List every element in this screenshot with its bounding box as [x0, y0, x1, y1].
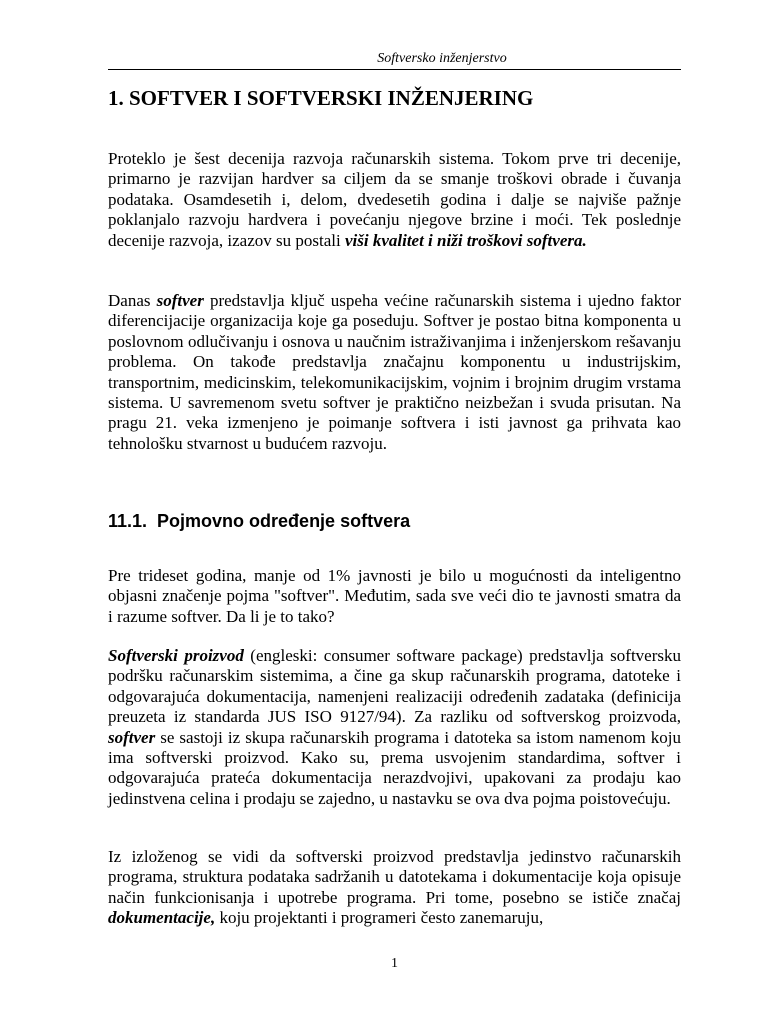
paragraph-2-text-start: Danas	[108, 291, 157, 310]
running-header-title: Softversko inženjerstvo	[377, 51, 507, 66]
paragraph-5	[108, 847, 681, 929]
paragraph-3: Pre trideset godina, manje od 1% javnosti je bilo u mogućnosti da inteligentno objasni značenje pojma "softver". Međutim, sada sve veći dio te javnosti smatra da i razume softver. Da li je to tako?	[108, 566, 681, 626]
section-number: 11.1.	[108, 511, 148, 531]
running-header	[108, 51, 681, 67]
paragraph-5-text-start: Iz izloženog se vidi da softverski proizvod predstavlja jedinstvo računarskih programa, struktura podataka sadržanih u datotekama i dokumentacije koja opisuje način funkcionisanja i upotrebe programa. Pri tome, posebno se ističe značaj	[108, 847, 681, 907]
paragraph-1-emphasis: viši kvalitet i niži troškovi softvera.	[344, 230, 587, 250]
paragraph-5-text-end: koju projektanti i programeri često zanemaruju,	[215, 908, 544, 928]
chapter-title: 1. SOFTVER I SOFTVERSKI INŽENJERING	[108, 86, 534, 110]
paragraph-2	[108, 291, 681, 454]
paragraph-4-emphasis-term: Softverski proizvod	[108, 646, 244, 665]
paragraph-1-text: Proteklo je šest decenija razvoja računarskih sistema. Tokom prve tri decenije, primarno je razvijan hardver sa ciljem da se smanje troškovi obrade i čuvanja podataka. Osamdesetih i, delom, dvedesetih godina i dalje se najviše pažnje poklanjalo razvoju hardvera i povećanju njegove brzine i moći. Tek poslednje decenije razvoja, izazov su postali	[108, 149, 681, 250]
paragraph-5-emphasis: dokumentacije,	[108, 908, 216, 928]
document-page	[108, 0, 681, 1024]
section-heading	[108, 510, 681, 532]
paragraph-4	[108, 646, 681, 809]
page-number: 1	[391, 956, 398, 971]
paragraph-4-emphasis-softver: softver	[108, 727, 156, 747]
section-title: Pojmovno određenje softvera	[157, 511, 411, 531]
paragraph-4-text-end: se sastoji iz skupa računarskih programa i datoteka sa istom namenom koju ima softverski proizvod. Kako su, prema usvojenim standardima, softver i odgovarajuća prateća dokumentacija nerazdvojivi, upakovani za prodaju kao jedinstvena celina i prodaju se zajedno, u nastavku se ova dva pojma poistovećuju.	[108, 727, 681, 808]
header-divider	[108, 69, 681, 70]
paragraph-4-text-start: (engleski: consumer software package) predstavlja softversku podršku računarskim sistemima, a čine ga skup računarskih programa, datoteke i odgovarajuća dokumentacija, namenjeni realizaciji određenih zadataka (definicija preuzeta iz standarda JUS ISO 9127/94). Za razliku od softverskog proizvoda,	[108, 646, 681, 727]
paragraph-1	[108, 149, 681, 251]
paragraph-2-emphasis: softver	[156, 291, 204, 310]
paragraph-2-text-end: predstavlja ključ uspeha većine računarskih sistema i ujedno faktor diferencijacije organizacija koje ga poseduju. Softver je postao bitna komponenta u poslovnom odlučivanju i osnova u naučnim istraživanjima i inženjerskom rešavanju problema. On takođe predstavlja značajnu komponentu u industrijskim, transportnim, medicinskim, telekomunikacijskim, vojnim i brojnim drugim vrstama sistema. U savremenom svetu softver je praktično neizbežan i svuda prisutan. Na pragu 21. veka izmenjeno je poimanje softvera i isti javnost ga prihvata kao tehnološku stvarnost u budućem razvoju.	[108, 291, 682, 453]
